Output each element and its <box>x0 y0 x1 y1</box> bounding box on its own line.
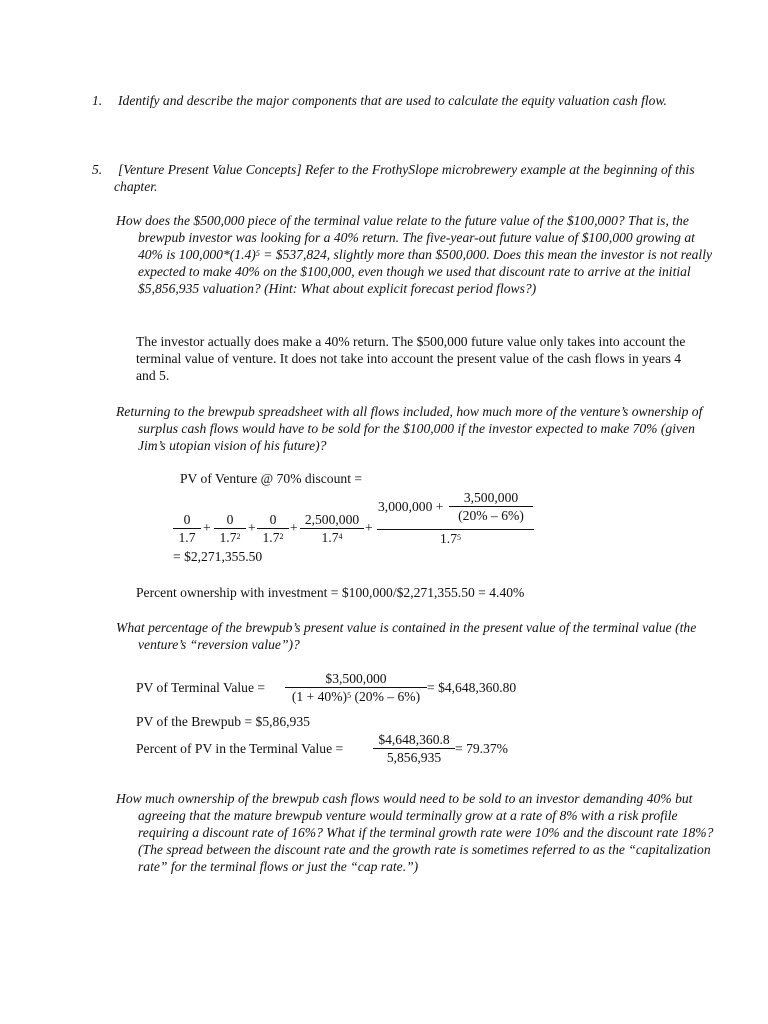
question-5 <box>92 161 714 195</box>
tv-fraction: $\frac{\$3,500,000}{(1 + 40\%)^5 (20\% - 6\%)}$ <box>285 671 427 704</box>
fraction-year-3: $\frac{0}{1.7^2}$ <box>257 512 289 545</box>
question-5-number: 5. <box>92 162 103 177</box>
fraction-year-4: $\frac{2,500,000}{1.7^4}$ <box>300 512 364 545</box>
plus-sign: + <box>203 520 211 535</box>
year-5-fraction-bar <box>377 529 534 530</box>
year-5-lead: 3,000,000 + <box>378 499 444 514</box>
plus-sign: + <box>248 520 256 535</box>
part-c-question: What percentage of the brewpub’s present value is contained in the present value of the terminal value (the venture’s “reversion value”)? <box>116 620 697 652</box>
question-5-text: [Venture Present Value Concepts] Refer to the FrothySlope microbrewery example at the beginning of this chapter. <box>114 162 695 194</box>
tv-label: PV of Terminal Value = <box>136 680 266 695</box>
question-1 <box>92 92 714 109</box>
pv-venture-result: = $2,271,355.50 <box>173 549 263 564</box>
part-a-answer: The investor actually does make a 40% return. The $500,000 future value only takes into account the terminal value of venture. It does not take into account the present value of the cash flows in years 4 and 5. <box>136 334 686 383</box>
pv-venture-label: PV of Venture @ 70% discount = <box>180 471 363 486</box>
ownership-result: Percent ownership with investment = $100,000/$2,271,355.50 = 4.40% <box>136 585 525 600</box>
pv-brewpub: PV of the Brewpub = $5,86,935 <box>136 714 310 729</box>
pct-fraction: $\frac{\$4,648,360.8}{5,856,935}$ <box>373 732 455 765</box>
fraction-year-1: $\frac{0}{1.7}$ <box>173 512 201 545</box>
tv-result: = $4,648,360.80 <box>427 680 517 695</box>
question-1-number: 1. <box>92 93 103 108</box>
question-1-text: Identify and describe the major components that are used to calculate the equity valuation cash flow. <box>118 93 667 108</box>
plus-sign: + <box>290 520 298 535</box>
part-d-question: How much ownership of the brewpub cash flows would need to be sold to an investor demanding 40% but agreeing that the mature brewpub venture would terminally grow at a rate of 8% with a risk profile requiring a discount rate of 16%? What if the terminal growth rate were 10% and the discount rate 18%? (The spread between the discount rate and the growth rate is sometimes referred to as the “capitalization rate” for the terminal flows or just the “cap rate.”) <box>116 791 714 874</box>
year-5-denominator: $1.7^5$ <box>440 531 461 546</box>
part-b-question: Returning to the brewpub spreadsheet with all flows included, how much more of the venture’s ownership of surplus cash flows would have to be sold for the $100,000 if the investor expected to make 70% (given Jim’s utopian vision of his future)? <box>116 404 703 453</box>
part-a-question: How does the $500,000 piece of the terminal value relate to the future value of the $100,000? That is, the brewpub investor was looking for a 40% return. The five-year-out future value of $100,000 growing at 40% is $100,000*(1.4)^5$ = $537,824, slightly more than $500,000. Does this mean the investor is not really expected to make 40% on the $100,000, even though we used that discount rate to arrive at the initial $5,856,935 valuation? (Hint: What about explicit forecast period flows?) <box>116 213 713 296</box>
fraction-year-2: $\frac{0}{1.7^2}$ <box>214 512 246 545</box>
pct-result: = 79.37% <box>455 741 508 756</box>
plus-sign: + <box>365 520 373 535</box>
fraction-terminal-inner: $\frac{3,500,000}{(20\% - 6\%)}$ <box>449 490 533 523</box>
pct-label: Percent of PV in the Terminal Value = <box>136 741 344 756</box>
